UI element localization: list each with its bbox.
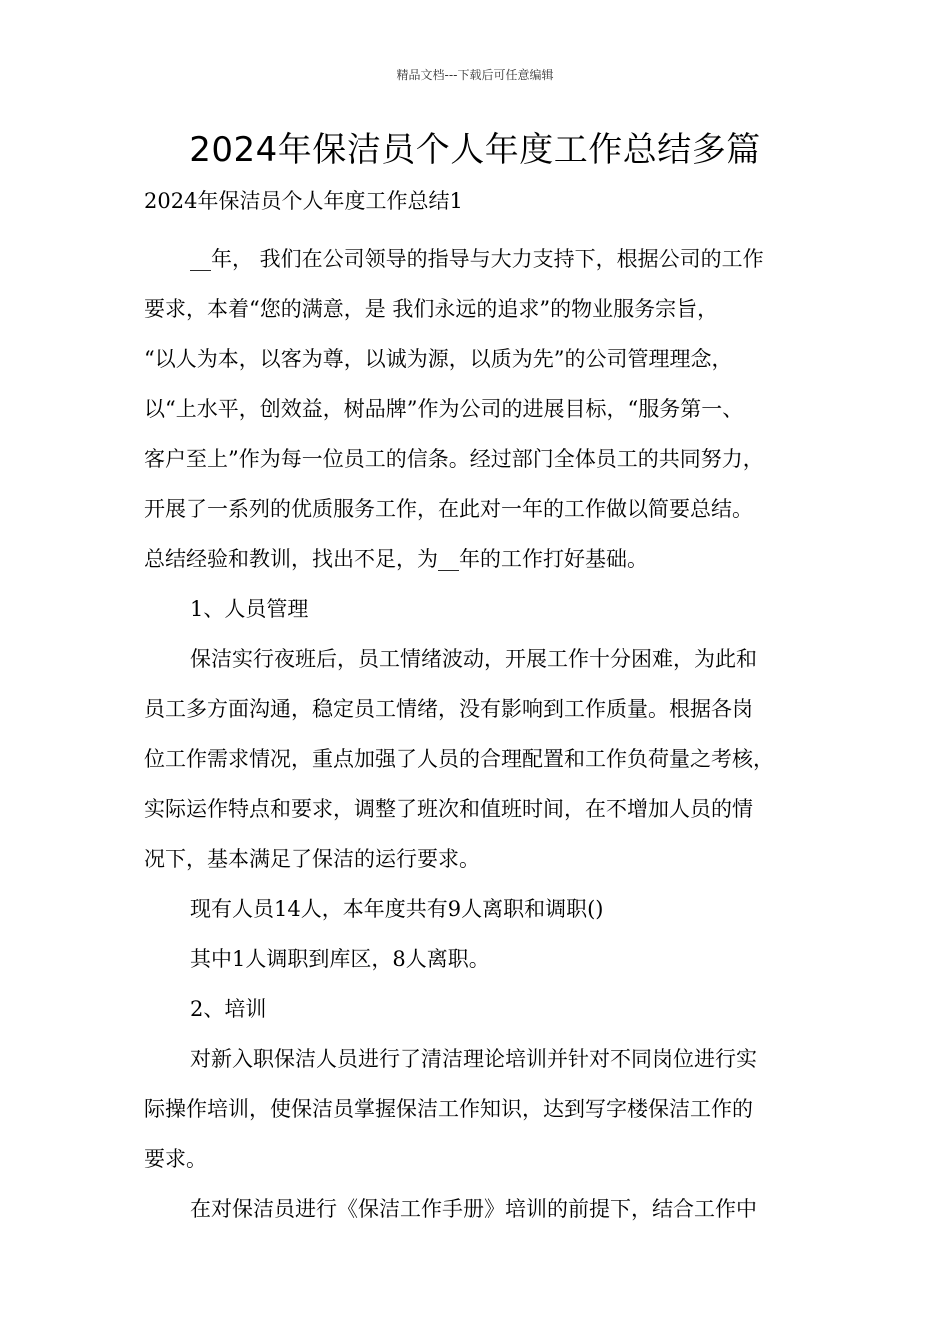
text-line: 位工作需求情况，重点加强了人员的合理配置和工作负荷量之考核， [144, 747, 774, 771]
text-line: __年， 我们在公司领导的指导与大力支持下，根据公司的工作 [190, 247, 764, 271]
section-subtitle: 2024年保洁员个人年度工作总结1 [144, 189, 463, 213]
text-line: 际操作培训，使保洁员掌握保洁工作知识，达到写字楼保洁工作的 [144, 1097, 753, 1121]
text-line: 以“上水平，创效益，树品牌”作为公司的进展目标，“服务第一、 [144, 397, 744, 421]
text-line: 开展了一系列的优质服务工作，在此对一年的工作做以简要总结。 [144, 497, 753, 521]
text-line: 要求。 [144, 1147, 207, 1171]
document-body [144, 184, 824, 1234]
text-line: 1、人员管理 [190, 597, 309, 621]
document-title: 2024年保洁员个人年度工作总结多篇 [189, 130, 761, 170]
text-line: 其中1人调职到库区，8人离职。 [190, 947, 490, 971]
text-line: “以人为本，以客为尊，以诚为源，以质为先”的公司管理理念， [144, 347, 733, 371]
text-line: 实际运作特点和要求，调整了班次和值班时间，在不增加人员的情 [144, 797, 753, 821]
text-line: 总结经验和教训，找出不足，为__年的工作打好基础。 [144, 547, 648, 571]
text-line: 保洁实行夜班后，员工情绪波动，开展工作十分困难，为此和 [190, 647, 757, 671]
text-line: 2、培训 [190, 997, 267, 1021]
text-line: 现有人员14人，本年度共有9人离职和调职() [190, 897, 604, 921]
text-line: 要求，本着“您的满意，是 我们永远的追求”的物业服务宗旨， [144, 297, 719, 321]
text-line: 员工多方面沟通，稳定员工情绪，没有影响到工作质量。根据各岗 [144, 697, 753, 721]
text-line: 在对保洁员进行《保洁工作手册》培训的前提下，结合工作中 [190, 1197, 757, 1221]
paragraph-lines [144, 234, 824, 1234]
page-header: 精品文档---下载后可任意编辑 [396, 68, 554, 82]
text-line: 对新入职保洁人员进行了清洁理论培训并针对不同岗位进行实 [190, 1047, 757, 1071]
text-line: 客户至上”作为每一位员工的信条。经过部门全体员工的共同努力， [144, 447, 764, 471]
text-line: 况下，基本满足了保洁的运行要求。 [144, 847, 480, 871]
